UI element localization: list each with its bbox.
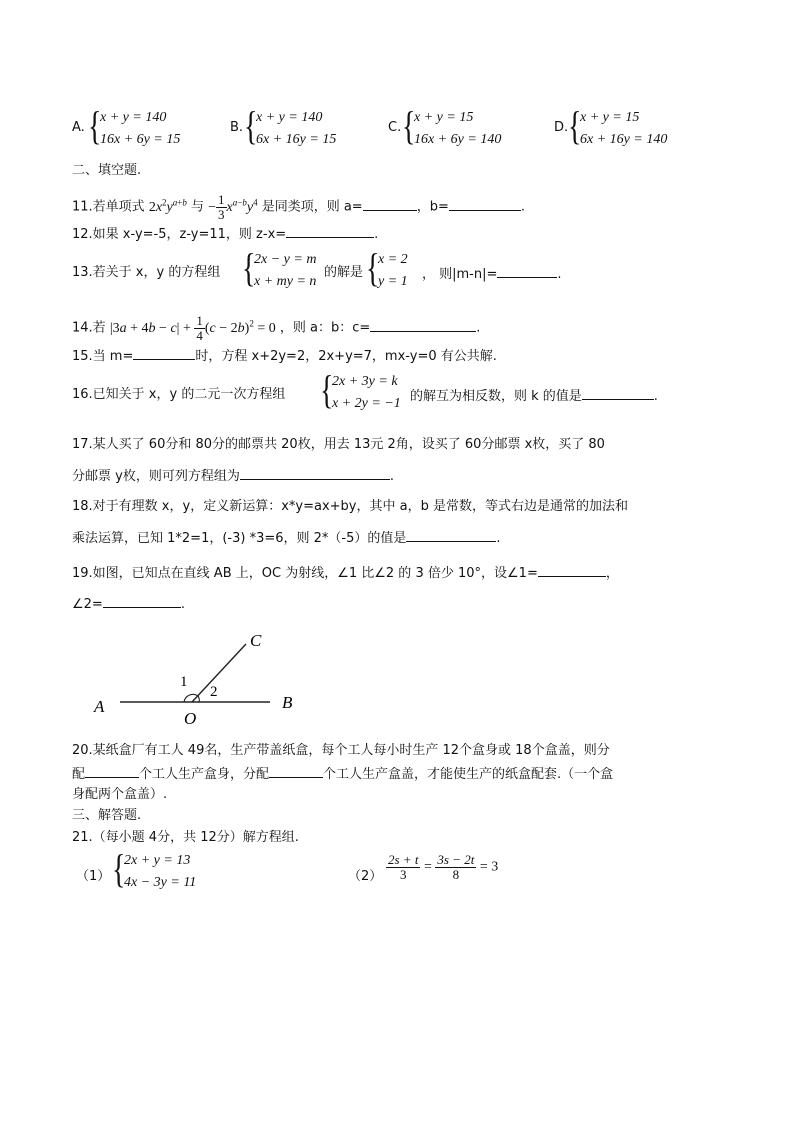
answer-blank[interactable] bbox=[538, 563, 606, 577]
answer-blank[interactable] bbox=[240, 466, 390, 480]
q21-part-2-equation: $\frac{2s + t}{3}$ = $\frac{3s - 2t}{8}$ = 3 bbox=[388, 852, 499, 882]
label-b: B bbox=[282, 693, 293, 712]
question-21: 21.（每小题 4分，共 12分）解方程组. bbox=[72, 830, 299, 845]
brace-icon: { bbox=[112, 846, 126, 891]
brace-icon: { bbox=[88, 103, 102, 148]
question-12: 12.如果 x-y=-5，z-y=11，则 z-x= . bbox=[72, 224, 378, 244]
q14-expression: |3a + 4b − c| + $\frac{1}{4}$ $(c - 2b)^2 = 0$ bbox=[109, 312, 276, 343]
answer-blank[interactable] bbox=[370, 318, 476, 332]
q10-option-a: A. { x + y = 140 16x + 6y = 15 bbox=[72, 103, 181, 148]
q10-option-b-label: B. bbox=[230, 120, 244, 135]
brace-icon: { bbox=[568, 103, 582, 148]
ray-oc bbox=[192, 644, 246, 702]
brace-icon: { bbox=[366, 245, 380, 290]
label-angle-1: 1 bbox=[180, 674, 188, 690]
question-20-line-1: 20.某纸盒厂有工人 49名，生产带盖纸盒，每个工人每小时生产 12个盒身或 18个盒盖，则分 bbox=[72, 743, 610, 758]
label-angle-2: 2 bbox=[210, 684, 218, 700]
answer-blank[interactable] bbox=[269, 764, 323, 778]
question-11: 11.若单项式 $2x^2y^{a+b}$ 与 − $\frac{1}{3}$ $x^{a-b}y^4$ 是同类项，则 a= ，b= . bbox=[72, 191, 525, 222]
angle-figure bbox=[86, 624, 316, 734]
answer-blank[interactable] bbox=[406, 528, 496, 542]
question-17-line-1: 17.某人买了 60分和 80分的邮票共 20枚，用去 13元 2角，设买了 60分邮票 x枚，买了 80 bbox=[72, 437, 605, 452]
q10-option-c: C. { x + y = 15 16x + 6y = 140 bbox=[388, 103, 502, 148]
brace-icon: { bbox=[320, 367, 334, 412]
section-2-heading: 二、填空题. bbox=[72, 163, 142, 178]
question-20-line-3: 身配两个盒盖）. bbox=[72, 787, 168, 802]
label-c: C bbox=[250, 631, 262, 650]
q11-monomial-2: − $\frac{1}{3}$ $x^{a-b}y^4$ bbox=[208, 191, 258, 222]
question-19-line-1: 19.如图，已知点在直线 AB 上，OC 为射线，∠1 比∠2 的 3 倍少 10°，设∠1= ， bbox=[72, 563, 619, 583]
answer-blank[interactable] bbox=[582, 386, 654, 400]
question-20-line-2: 配 个工人生产盒身，分配 个工人生产盒盖，才能使生产的纸盒配套.（一个盒 bbox=[72, 764, 613, 784]
answer-blank[interactable] bbox=[449, 197, 521, 211]
q11-monomial-1: $2x^2y^{a+b}$ bbox=[148, 197, 187, 215]
brace-icon: { bbox=[242, 245, 256, 290]
answer-blank[interactable] bbox=[103, 594, 181, 608]
question-18-line-2: 乘法运算，已知 1*2=1，(-3) *3=6，则 2*（-5）的值是 . bbox=[72, 528, 501, 548]
brace-icon: { bbox=[244, 103, 258, 148]
q21-part-1: （1） { 2x + y = 13 4x − 3y = 11 bbox=[76, 846, 197, 891]
question-18-line-1: 18.对于有理数 x，y，定义新运算：x*y=ax+by，其中 a，b 是常数，等式右边是通常的加法和 bbox=[72, 499, 628, 514]
q10-option-c-label: C. bbox=[388, 120, 402, 135]
section-3-heading: 三、解答题. bbox=[72, 808, 142, 823]
label-a: A bbox=[94, 697, 105, 716]
angle-2-arc bbox=[198, 696, 199, 702]
answer-blank[interactable] bbox=[85, 764, 139, 778]
answer-blank[interactable] bbox=[363, 197, 417, 211]
q10-option-d: D. { x + y = 15 6x + 16y = 140 bbox=[554, 103, 668, 148]
answer-blank[interactable] bbox=[286, 224, 374, 238]
question-17-line-2: 分邮票 y枚，则可列方程组为 . bbox=[72, 466, 394, 486]
q10-option-b: B. { x + y = 140 6x + 16y = 15 bbox=[230, 103, 337, 148]
question-14: 14.若 |3a + 4b − c| + $\frac{1}{4}$ $(c - 2b)^2 = 0$ ，则 a：b：c= . bbox=[72, 312, 481, 343]
q10-option-a-label: A. bbox=[72, 120, 85, 135]
label-o: O bbox=[184, 709, 197, 728]
answer-blank[interactable] bbox=[133, 346, 195, 360]
q10-option-d-label: D. bbox=[554, 120, 569, 135]
question-19-line-2: ∠2= . bbox=[72, 594, 185, 614]
brace-icon: { bbox=[402, 103, 416, 148]
answer-blank[interactable] bbox=[497, 264, 557, 278]
question-15: 15.当 m= 时，方程 x+2y=2，2x+y=7，mx-y=0 有公共解. bbox=[72, 346, 497, 366]
